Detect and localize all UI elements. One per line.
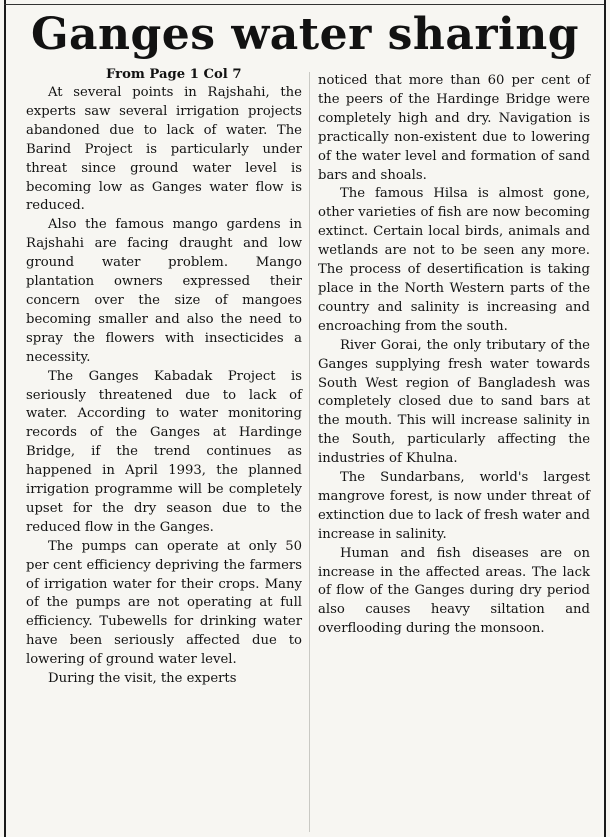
paragraph: During the visit, the experts bbox=[48, 671, 237, 687]
column-rule-left bbox=[4, 0, 6, 837]
column-rule-right bbox=[604, 0, 606, 837]
headline: Ganges water sharing bbox=[30, 9, 580, 60]
paragraph: The Sundarbans, world's largest mangrove forest, is now under threat of extinction due to lack of fresh water and increase in salinity. bbox=[318, 470, 590, 542]
article-column-left bbox=[26, 66, 302, 689]
paragraph: Human and fish diseases are on increase in the affected areas. The lack of flow of the Ganges during dry period also causes heavy siltation and overflooding during the monsoon. bbox=[318, 545, 590, 637]
paragraph: noticed that more than 60 per cent of the peers of the Hardinge Bridge were completely high and dry. Navigation is practically non-existent due to lowering of the water level and formation of sand bars and shoals. bbox=[318, 73, 590, 183]
jump-line: From Page 1 Col 7 bbox=[106, 67, 242, 82]
paragraph: The pumps can operate at only 50 per cent efficiency depriving the farmers of irrigation water for their crops. Many of the pumps are not operating at full efficiency. Tubewells for drinking water have been seriously affected due to lowering of ground water level. bbox=[26, 538, 302, 668]
paragraph: The famous Hilsa is almost gone, other varieties of fish are now becoming extinct. Certain local birds, animals and wetlands are not to be seen any more. The process of desertification is taking place in the North Western parts of the country and salinity is increasing and encroaching from the south. bbox=[318, 186, 590, 334]
top-rule bbox=[4, 4, 606, 5]
paragraph: The Ganges Kabadak Project is seriously threatened due to lack of water. According to water monitoring records of the Ganges at Hardinge Bridge, if the trend continues as happened in April 1993, the planned irrigation programme will be completely upset for the dry season due to the reduced flow in the Ganges. bbox=[26, 368, 302, 535]
paragraph: At several points in Rajshahi, the experts saw several irrigation projects abandoned due to lack of water. The Barind Project is particularly under threat since ground water level is becoming low as Ganges water flow is reduced. bbox=[26, 85, 302, 214]
paragraph: River Gorai, the only tributary of the Ganges supplying fresh water towards South West region of Bangladesh was completely closed due to sand bars at the mouth. This will increase salinity in the South, particularly affecting the industries of Khulna. bbox=[318, 337, 590, 467]
paragraph: Also the famous mango gardens in Rajshahi are facing draught and low ground water problem. Mango plantation owners expressed their concern over the size of mangoes becoming smaller and also the need to spray the flowers with insecticides a necessity. bbox=[26, 217, 302, 365]
article-column-right bbox=[318, 72, 590, 639]
column-gutter bbox=[309, 72, 310, 832]
